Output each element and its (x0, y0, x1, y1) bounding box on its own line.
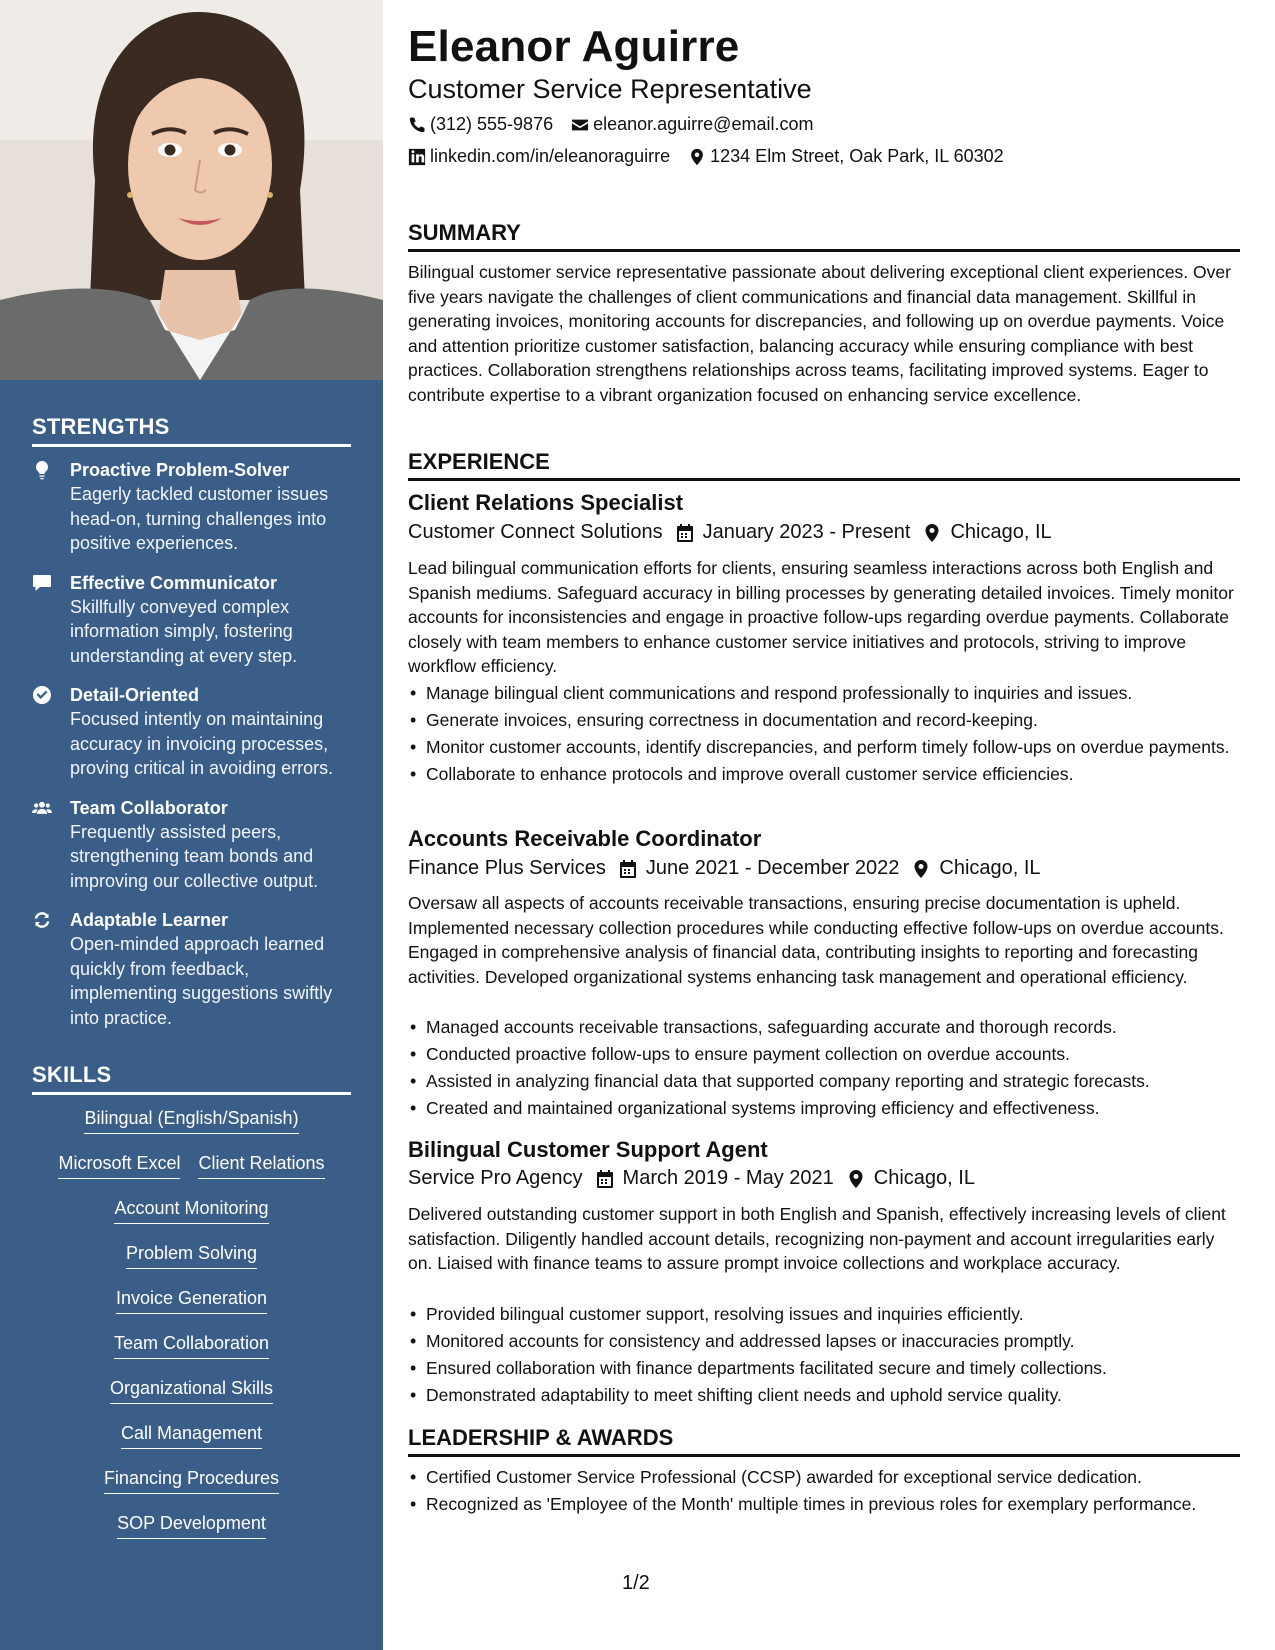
skills-list (32, 1106, 351, 1556)
job-meta (408, 1167, 975, 1190)
strength-item (32, 458, 352, 556)
phone-text: (312) 555-9876 (430, 114, 554, 134)
awards-list (408, 1465, 1240, 1519)
calendar-icon (595, 1169, 615, 1189)
strength-title: Detail-Oriented (70, 685, 200, 705)
calendar-icon (675, 523, 695, 543)
job-title: Accounts Receivable Coordinator (408, 826, 762, 851)
strength-title: Effective Communicator (70, 572, 278, 593)
job-bullet: • Manage bilingual client communications and respond professionally to inquiries and issues. (408, 681, 1240, 705)
job-company: Finance Plus Services (408, 857, 606, 879)
skill-tag: Financing Procedures (104, 1466, 279, 1494)
strengths-heading: STRENGTHS (32, 414, 351, 447)
job-meta (408, 521, 1052, 544)
skill-tag: Call Management (121, 1421, 262, 1449)
lightbulb-icon (32, 458, 70, 556)
skill-tag: Microsoft Excel (58, 1151, 180, 1179)
job-title: Bilingual Customer Support Agent (408, 1137, 768, 1162)
candidate-name: Eleanor Aguirre (408, 22, 740, 71)
job-location: Chicago, IL (950, 521, 1052, 543)
skill-tag: Team Collaboration (114, 1331, 269, 1359)
job-meta (408, 857, 1041, 880)
users-icon (32, 796, 70, 894)
award-item: • Recognized as 'Employee of the Month' multiple times in previous roles for exemplary performance. (408, 1492, 1240, 1516)
job-location: Chicago, IL (873, 1167, 975, 1189)
strength-title: Proactive Problem-Solver (70, 460, 290, 480)
job-bullet: • Monitor customer accounts, identify discrepancies, and perform timely follow-ups on overdue payments. (408, 735, 1240, 759)
job-title: Client Relations Specialist (408, 490, 684, 515)
linkedin-icon (408, 148, 426, 166)
job-bullet: • Demonstrated adaptability to meet shifting client needs and uphold service quality. (408, 1383, 1240, 1407)
job-description: Lead bilingual communication efforts for clients, ensuring seamless interactions across both English and Spanish mediums. Safeguard accuracy in billing processes by generating detailed invoices. Timely monitor accounts for inconsistencies and engage in proactive follow-ups regarding overdue payments. Collaborate closely with team members to enhance customer service initiatives and protocols, striving to improve workflow efficiency. (408, 558, 1234, 676)
strength-item (32, 796, 352, 894)
strength-desc: Open-minded approach learned quickly from feedback, implementing suggestions swiftly into practice. (70, 934, 333, 1028)
skill-tag: Organizational Skills (110, 1376, 273, 1404)
job-company: Customer Connect Solutions (408, 521, 663, 543)
strength-item (32, 571, 352, 669)
sidebar (0, 0, 383, 1650)
job-description: Oversaw all aspects of accounts receivable transactions, ensuring precise documentation is upheld. Implemented necessary collection procedures while conducting effective follow-ups on overdue accounts. Engaged in comprehensive analysis of financial data, contributing insights to reporting and forecasting activities. Developed organizational systems enhancing task management and operational efficiency. (408, 893, 1224, 987)
job-bullet: • Monitored accounts for consistency and addressed lapses or inaccuracies promptly. (408, 1329, 1240, 1353)
job-dates: June 2021 - December 2022 (645, 857, 900, 879)
job-dates: March 2019 - May 2021 (622, 1167, 834, 1189)
refresh-icon (32, 908, 70, 1030)
skills-heading: SKILLS (32, 1062, 351, 1095)
strength-desc: Skillfully conveyed complex information simply, fostering understanding at every step. (70, 596, 298, 666)
map-pin-icon (922, 523, 942, 543)
skill-tag: Invoice Generation (116, 1286, 267, 1314)
skill-tag: Problem Solving (126, 1241, 257, 1269)
job-bullet: • Generate invoices, ensuring correctness in documentation and record-keeping. (408, 708, 1240, 732)
job-bullets (408, 1302, 1240, 1410)
job-company: Service Pro Agency (408, 1167, 583, 1189)
map-pin-icon (846, 1169, 866, 1189)
map-pin-icon (688, 148, 706, 166)
phone-icon (408, 116, 426, 134)
profile-photo (0, 0, 383, 380)
summary-heading: SUMMARY (408, 220, 1240, 252)
envelope-icon (571, 116, 589, 134)
contact-line-2 (408, 146, 1022, 167)
job-bullet: • Managed accounts receivable transactions, safeguarding accurate and thorough records. (408, 1015, 1240, 1039)
skill-tag: Account Monitoring (114, 1196, 268, 1224)
skill-tag: Bilingual (English/Spanish) (84, 1106, 298, 1134)
skill-tag: Client Relations (198, 1151, 324, 1179)
calendar-icon (618, 859, 638, 879)
award-item: • Certified Customer Service Professional (CCSP) awarded for exceptional service dedication. (408, 1465, 1240, 1489)
speech-bubble-icon (32, 571, 70, 669)
summary-text: Bilingual customer service representative passionate about delivering exceptional client experiences. Over five years navigate the challenges of client communications and financial data management. Skillful in generating invoices, monitoring accounts for discrepancies, and following up on overdue payments. Voice and attention prioritize customer satisfaction, balancing accuracy while ensuring compliance with best practices. Collaboration strengthens relationships across teams, facilitating improved systems. Eager to contribute expertise to a vibrant organization focused on enhancing service excellence. (408, 262, 1231, 405)
job-bullet: • Conducted proactive follow-ups to ensure payment collection on overdue accounts. (408, 1042, 1240, 1066)
strength-desc: Frequently assisted peers, strengthening team bonds and improving our collective output. (70, 821, 319, 891)
strengths-list (32, 458, 352, 1045)
map-pin-icon (911, 859, 931, 879)
job-dates: January 2023 - Present (702, 521, 911, 543)
candidate-role: Customer Service Representative (408, 74, 812, 104)
strength-desc: Focused intently on maintaining accuracy in invoicing processes, proving critical in avoiding errors. (70, 709, 334, 778)
page-number: 1/2 (622, 1572, 650, 1594)
strength-desc: Eagerly tackled customer issues head-on, turning challenges into positive experiences. (70, 484, 329, 553)
experience-heading: EXPERIENCE (408, 449, 1240, 481)
contact-line-1 (408, 114, 831, 135)
check-circle-icon (32, 683, 70, 781)
job-bullet: • Provided bilingual customer support, resolving issues and inquiries efficiently. (408, 1302, 1240, 1326)
email-link[interactable]: eleanor.aguirre@email.com (593, 114, 814, 134)
strength-title: Adaptable Learner (70, 910, 229, 930)
skill-tag: SOP Development (117, 1511, 266, 1539)
job-bullet: • Ensured collaboration with finance departments facilitated secure and timely collections. (408, 1356, 1240, 1380)
address-text: 1234 Elm Street, Oak Park, IL 60302 (710, 146, 1004, 166)
job-bullets (408, 681, 1240, 789)
awards-heading: LEADERSHIP & AWARDS (408, 1425, 1240, 1457)
strength-item (32, 908, 352, 1030)
strength-item (32, 683, 352, 781)
job-bullet: • Collaborate to enhance protocols and improve overall customer service efficiencies. (408, 762, 1240, 786)
linkedin-link[interactable]: linkedin.com/in/eleanoraguirre (430, 146, 671, 166)
strength-title: Team Collaborator (70, 797, 228, 818)
job-bullets (408, 1015, 1240, 1123)
job-location: Chicago, IL (939, 857, 1041, 879)
job-bullet: • Created and maintained organizational systems improving efficiency and effectiveness. (408, 1096, 1240, 1120)
job-description: Delivered outstanding customer support in both English and Spanish, effectively increasing levels of client satisfaction. Diligently handled account details, recognizing non-payment and account irregularities early on. Liaised with finance teams to assure prompt invoice collections and workplace accuracy. (408, 1204, 1226, 1273)
job-bullet: • Assisted in analyzing financial data that supported company reporting and strategic forecasts. (408, 1069, 1240, 1093)
